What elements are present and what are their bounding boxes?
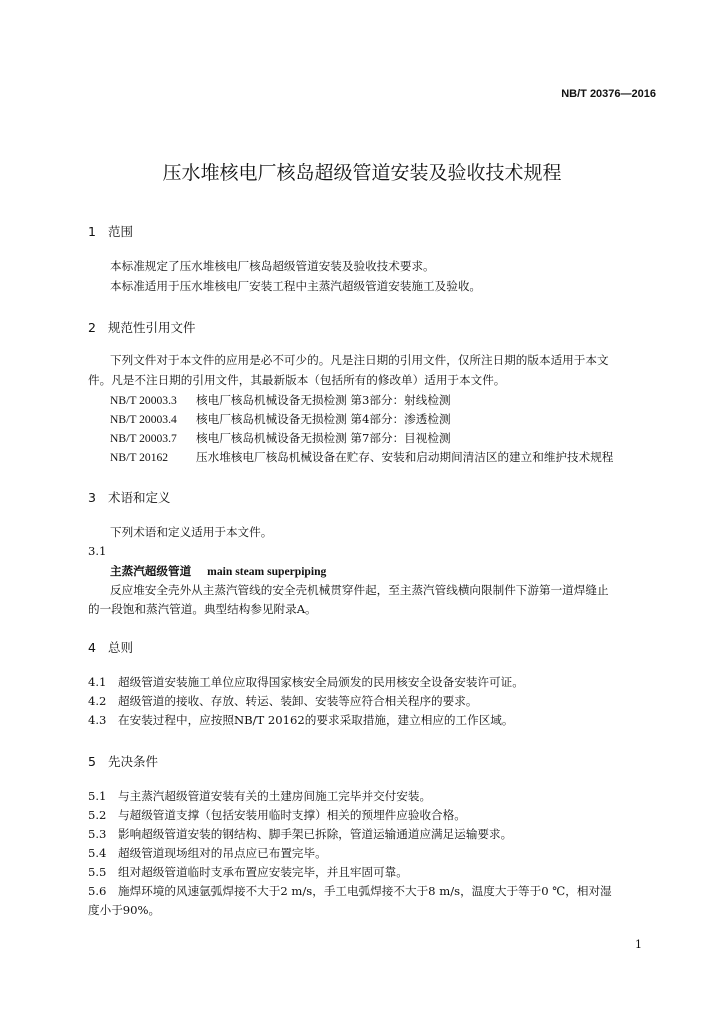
clause-text: 在安装过程中，应按照NB/T 20162的要求采取措施，建立相应的工作区域。 bbox=[118, 713, 514, 727]
clause-item bbox=[88, 845, 327, 861]
term-definition: 反应堆安全壳外从主蒸汽管线的安全壳机械贯穿件起，至主蒸汽管线横向限制件下游第一道焊缝止 bbox=[110, 583, 609, 597]
term-definition: 的一段饱和蒸汽管道。典型结构参见附录A。 bbox=[88, 602, 317, 616]
term-entry bbox=[110, 563, 326, 579]
section-title: 总则 bbox=[108, 640, 134, 655]
document-title: 压水堆核电厂核岛超级管道安装及验收技术规程 bbox=[162, 162, 562, 184]
clause-item bbox=[88, 807, 466, 823]
reference-code: NB/T 20003.4 bbox=[110, 413, 177, 426]
paragraph: 下列术语和定义适用于本文件。 bbox=[110, 525, 273, 539]
section-title: 范围 bbox=[108, 224, 134, 239]
clause-item bbox=[88, 826, 512, 842]
section-number: 1 bbox=[88, 224, 96, 239]
reference-code: NB/T 20003.7 bbox=[110, 432, 177, 445]
section-5-heading bbox=[88, 752, 158, 770]
clause-item bbox=[88, 883, 612, 899]
page-number: 1 bbox=[635, 938, 642, 951]
section-title: 术语和定义 bbox=[108, 490, 171, 505]
section-title: 规范性引用文件 bbox=[108, 320, 196, 335]
section-number: 5 bbox=[88, 754, 96, 769]
reference-item bbox=[110, 430, 451, 446]
clause-text: 组对超级管道临时支承布置应安装完毕，并且牢固可靠。 bbox=[118, 865, 408, 879]
clause-text: 超级管道现场组对的吊点应已布置完毕。 bbox=[118, 846, 327, 860]
reference-item bbox=[110, 392, 451, 408]
clause-number: 5.1 bbox=[88, 789, 107, 803]
clause-number: 4.3 bbox=[88, 713, 107, 727]
clause-number: 5.5 bbox=[88, 865, 107, 879]
paragraph: 下列文件对于本文件的应用是必不可少的。凡是注日期的引用文件，仅所注日期的版本适用于本文 bbox=[110, 353, 609, 367]
clause-item bbox=[88, 864, 408, 880]
reference-title: 核电厂核岛机械设备无损检测 第7部分：目视检测 bbox=[196, 431, 451, 445]
paragraph: 件。凡是不注日期的引用文件，其最新版本（包括所有的修改单）适用于本文件。 bbox=[88, 373, 506, 387]
section-3-heading bbox=[88, 488, 171, 506]
term-number: 3.1 bbox=[88, 544, 107, 558]
clause-text: 超级管道的接收、存放、转运、装卸、安装等应符合相关程序的要求。 bbox=[118, 694, 478, 708]
reference-code: NB/T 20162 bbox=[110, 451, 169, 464]
section-1-heading bbox=[88, 222, 133, 240]
clause-number: 5.4 bbox=[88, 846, 107, 860]
reference-item bbox=[110, 449, 613, 465]
section-4-heading bbox=[88, 638, 133, 656]
clause-item bbox=[88, 712, 514, 728]
clause-text: 与主蒸汽超级管道安装有关的土建房间施工完毕并交付安装。 bbox=[118, 789, 432, 803]
reference-title: 核电厂核岛机械设备无损检测 第3部分：射线检测 bbox=[196, 393, 451, 407]
clause-text: 影响超级管道安装的钢结构、脚手架已拆除，管道运输通道应满足运输要求。 bbox=[118, 827, 513, 841]
clause-item bbox=[88, 674, 524, 690]
clause-number: 4.2 bbox=[88, 694, 107, 708]
clause-number: 5.2 bbox=[88, 808, 107, 822]
clause-number: 5.6 bbox=[88, 884, 107, 898]
clause-item bbox=[88, 693, 477, 709]
section-number: 2 bbox=[88, 320, 96, 335]
clause-number: 4.1 bbox=[88, 675, 107, 689]
term-english: main steam superpiping bbox=[207, 565, 327, 578]
paragraph: 本标准适用于压水堆核电厂安装工程中主蒸汽超级管道安装施工及验收。 bbox=[110, 279, 482, 293]
reference-title: 压水堆核电厂核岛机械设备在贮存、安装和启动期间清洁区的建立和维护技术规程 bbox=[196, 450, 614, 464]
clause-item bbox=[88, 788, 431, 804]
reference-title: 核电厂核岛机械设备无损检测 第4部分：渗透检测 bbox=[196, 412, 451, 426]
reference-code: NB/T 20003.3 bbox=[110, 394, 177, 407]
clause-text: 超级管道安装施工单位应取得国家核安全局颁发的民用核安全设备安装许可证。 bbox=[118, 675, 524, 689]
section-number: 4 bbox=[88, 640, 96, 655]
clause-number: 5.3 bbox=[88, 827, 107, 841]
reference-item bbox=[110, 411, 451, 427]
clause-text: 施焊环境的风速氩弧焊接不大于2 m/s，手工电弧焊接不大于8 m/s，温度大于等于0 ℃，相对湿 bbox=[118, 884, 612, 898]
clause-continuation: 度小于90%。 bbox=[88, 903, 161, 917]
standard-number: NB/T 20376—2016 bbox=[561, 88, 656, 100]
clause-text: 与超级管道支撑（包括安装用临时支撑）相关的预埋件应验收合格。 bbox=[118, 808, 466, 822]
paragraph: 本标准规定了压水堆核电厂核岛超级管道安装及验收技术要求。 bbox=[110, 259, 435, 273]
section-number: 3 bbox=[88, 490, 96, 505]
term-chinese: 主蒸汽超级管道 bbox=[110, 564, 192, 578]
section-title: 先决条件 bbox=[108, 754, 159, 769]
section-2-heading bbox=[88, 318, 196, 336]
